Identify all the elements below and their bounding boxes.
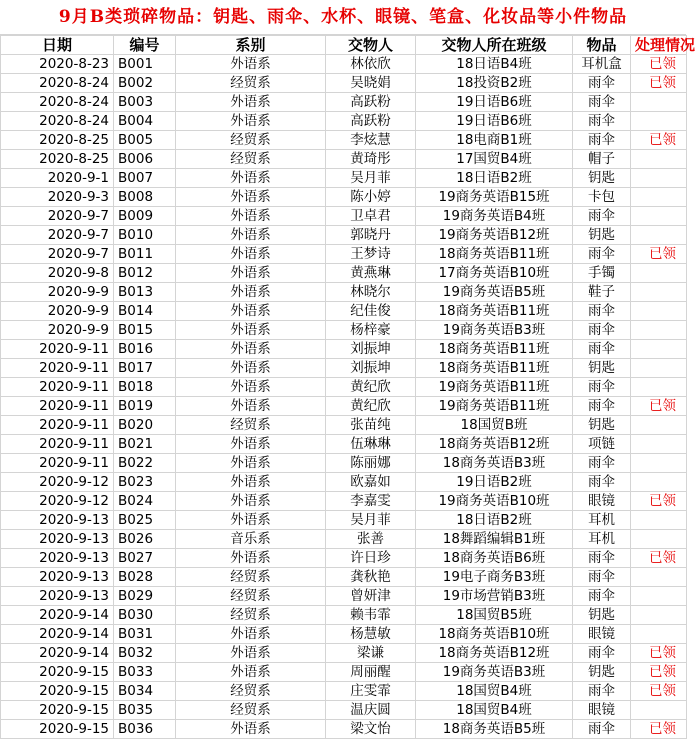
header-class[interactable]: 交物人所在班级 [416,36,573,55]
cell-submitter[interactable]: 吴月菲 [326,169,416,188]
cell-status[interactable] [631,321,687,340]
cell-item[interactable]: 雨伞 [573,587,631,606]
cell-date[interactable]: 2020-9-9 [1,283,114,302]
cell-item[interactable]: 帽子 [573,150,631,169]
cell-class[interactable]: 18国贸B班 [416,416,573,435]
cell-code[interactable]: B018 [114,378,176,397]
cell-code[interactable]: B002 [114,74,176,93]
cell-item[interactable]: 钥匙 [573,663,631,682]
table-row [1,245,687,264]
cell-date[interactable]: 2020-9-7 [1,226,114,245]
cell-submitter[interactable]: 黄纪欣 [326,397,416,416]
cell-date[interactable]: 2020-8-24 [1,93,114,112]
cell-date[interactable]: 2020-9-3 [1,188,114,207]
table-row [1,131,687,150]
table-row [1,454,687,473]
cell-department[interactable]: 经贸系 [176,568,326,587]
table-row [1,587,687,606]
cell-department[interactable]: 外语系 [176,473,326,492]
cell-date[interactable]: 2020-9-12 [1,492,114,511]
cell-class[interactable]: 18日语B2班 [416,511,573,530]
table-row [1,207,687,226]
cell-department[interactable]: 外语系 [176,663,326,682]
cell-submitter[interactable]: 高跃粉 [326,93,416,112]
table-row [1,568,687,587]
cell-code[interactable]: B006 [114,150,176,169]
cell-item[interactable]: 眼镜 [573,701,631,720]
items-table [0,35,695,739]
cell-department[interactable]: 外语系 [176,283,326,302]
cell-item[interactable]: 项链 [573,435,631,454]
cell-code[interactable]: B020 [114,416,176,435]
cell-date[interactable]: 2020-9-7 [1,207,114,226]
table-body [1,35,695,739]
table-row [1,720,687,739]
cell-code[interactable]: B034 [114,682,176,701]
cell-item[interactable]: 钥匙 [573,226,631,245]
cell-department[interactable]: 经贸系 [176,131,326,150]
cell-status[interactable]: 已领 [631,131,687,150]
table-row [1,93,687,112]
cell-submitter[interactable]: 黄纪欣 [326,378,416,397]
cell-submitter[interactable]: 高跃粉 [326,112,416,131]
cell-date[interactable]: 2020-9-13 [1,511,114,530]
cell-class[interactable]: 18电商B1班 [416,131,573,150]
cell-status[interactable]: 已领 [631,397,687,416]
cell-status[interactable]: 已领 [631,682,687,701]
cell-department[interactable]: 外语系 [176,397,326,416]
cell-date[interactable]: 2020-9-15 [1,663,114,682]
cell-status[interactable] [631,511,687,530]
cell-class[interactable]: 19商务英语B4班 [416,207,573,226]
cell-status[interactable] [631,340,687,359]
cell-item[interactable]: 雨伞 [573,720,631,739]
cell-department[interactable]: 音乐系 [176,530,326,549]
cell-department[interactable]: 外语系 [176,112,326,131]
cell-class[interactable]: 19商务英语B3班 [416,663,573,682]
cell-status[interactable] [631,378,687,397]
cell-code[interactable]: B029 [114,587,176,606]
cell-class[interactable]: 19日语B6班 [416,93,573,112]
cell-status[interactable]: 已领 [631,55,687,74]
cell-date[interactable]: 2020-9-13 [1,568,114,587]
cell-class[interactable]: 19商务英语B15班 [416,188,573,207]
cell-submitter[interactable]: 梁文怡 [326,720,416,739]
cell-class[interactable]: 18商务英语B3班 [416,454,573,473]
table-row [1,701,687,720]
cell-status[interactable] [631,473,687,492]
cell-code[interactable]: B028 [114,568,176,587]
cell-class[interactable]: 18商务英语B5班 [416,720,573,739]
cell-item[interactable]: 雨伞 [573,454,631,473]
cell-item[interactable]: 雨伞 [573,568,631,587]
cell-date[interactable]: 2020-9-13 [1,530,114,549]
cell-date[interactable]: 2020-9-9 [1,321,114,340]
cell-status[interactable] [631,587,687,606]
cell-item[interactable]: 雨伞 [573,397,631,416]
cell-submitter[interactable]: 吴晓娟 [326,74,416,93]
cell-class[interactable]: 19市场营销B3班 [416,587,573,606]
table-row [1,530,687,549]
header-item[interactable]: 物品 [573,36,631,55]
cell-code[interactable]: B024 [114,492,176,511]
cell-department[interactable]: 外语系 [176,435,326,454]
cell-status[interactable] [631,207,687,226]
cell-item[interactable]: 钥匙 [573,169,631,188]
cell-department[interactable]: 经贸系 [176,587,326,606]
cell-department[interactable]: 经贸系 [176,150,326,169]
cell-date[interactable]: 2020-9-14 [1,606,114,625]
table-row [1,663,687,682]
cell-status[interactable]: 已领 [631,245,687,264]
cell-code[interactable]: B016 [114,340,176,359]
table-row [1,150,687,169]
cell-department[interactable]: 外语系 [176,549,326,568]
cell-class[interactable]: 18商务英语B11班 [416,340,573,359]
cell-status[interactable]: 已领 [631,74,687,93]
table-row [1,302,687,321]
table-row [1,264,687,283]
cell-item[interactable]: 雨伞 [573,74,631,93]
cell-code[interactable]: B021 [114,435,176,454]
cell-date[interactable]: 2020-9-14 [1,625,114,644]
cell-item[interactable]: 雨伞 [573,549,631,568]
sheet-title: 9月B类琐碎物品：钥匙、雨伞、水杯、眼镜、笔盒、化妆品等小件物品 [0,0,686,35]
cell-status[interactable] [631,188,687,207]
cell-code[interactable]: B033 [114,663,176,682]
cell-item[interactable]: 雨伞 [573,321,631,340]
cell-department[interactable]: 外语系 [176,207,326,226]
cell-submitter[interactable]: 李嘉雯 [326,492,416,511]
cell-status[interactable] [631,264,687,283]
cell-department[interactable]: 外语系 [176,302,326,321]
cell-class[interactable]: 18国贸B4班 [416,682,573,701]
cell-submitter[interactable]: 王梦诗 [326,245,416,264]
cell-code[interactable]: B001 [114,55,176,74]
cell-department[interactable]: 外语系 [176,340,326,359]
cell-date[interactable]: 2020-8-25 [1,131,114,150]
header-status[interactable]: 处理情况 [631,36,687,55]
cell-code[interactable]: B010 [114,226,176,245]
cell-department[interactable]: 外语系 [176,511,326,530]
cell-item[interactable]: 雨伞 [573,644,631,663]
cell-class[interactable]: 18商务英语B10班 [416,625,573,644]
cell-status[interactable] [631,416,687,435]
cell-status[interactable] [631,150,687,169]
table-row [1,644,687,663]
cell-item[interactable]: 钥匙 [573,416,631,435]
cell-code[interactable]: B009 [114,207,176,226]
cell-department[interactable]: 外语系 [176,226,326,245]
cell-department[interactable]: 外语系 [176,720,326,739]
cell-submitter[interactable]: 李炫慧 [326,131,416,150]
cell-date[interactable]: 2020-9-11 [1,435,114,454]
cell-code[interactable]: B015 [114,321,176,340]
cell-class[interactable]: 18商务英语B6班 [416,549,573,568]
cell-code[interactable]: B030 [114,606,176,625]
cell-code[interactable]: B017 [114,359,176,378]
cell-date[interactable]: 2020-9-11 [1,416,114,435]
cell-class[interactable]: 19商务英语B11班 [416,397,573,416]
table-row [1,169,687,188]
cell-date[interactable]: 2020-9-14 [1,644,114,663]
cell-date[interactable]: 2020-9-11 [1,359,114,378]
cell-date[interactable]: 2020-9-11 [1,397,114,416]
cell-date[interactable]: 2020-9-11 [1,378,114,397]
cell-status[interactable] [631,169,687,188]
cell-date[interactable]: 2020-9-9 [1,302,114,321]
cell-class[interactable]: 18商务英语B12班 [416,644,573,663]
cell-submitter[interactable]: 赖韦霏 [326,606,416,625]
cell-item[interactable]: 雨伞 [573,473,631,492]
cell-department[interactable]: 经贸系 [176,682,326,701]
cell-date[interactable]: 2020-9-12 [1,473,114,492]
table-row [1,397,687,416]
cell-status[interactable]: 已领 [631,492,687,511]
cell-item[interactable]: 耳机 [573,530,631,549]
cell-department[interactable]: 经贸系 [176,606,326,625]
cell-code[interactable]: B022 [114,454,176,473]
cell-code[interactable]: B023 [114,473,176,492]
cell-submitter[interactable]: 黄琦彤 [326,150,416,169]
cell-submitter[interactable]: 周丽醒 [326,663,416,682]
cell-department[interactable]: 外语系 [176,321,326,340]
cell-submitter[interactable]: 梁谦 [326,644,416,663]
cell-code[interactable]: B026 [114,530,176,549]
cell-status[interactable] [631,93,687,112]
cell-date[interactable]: 2020-9-15 [1,682,114,701]
table-row [1,606,687,625]
cell-submitter[interactable]: 陈丽娜 [326,454,416,473]
header-submitter[interactable]: 交物人 [326,36,416,55]
cell-date[interactable]: 2020-9-1 [1,169,114,188]
cell-status[interactable] [631,435,687,454]
header-row [1,36,687,55]
header-department[interactable]: 系别 [176,36,326,55]
cell-status[interactable] [631,606,687,625]
table-row [1,226,687,245]
table-row [1,492,687,511]
table-row [1,549,687,568]
table-row [1,378,687,397]
cell-class[interactable]: 18商务英语B11班 [416,359,573,378]
cell-department[interactable]: 外语系 [176,359,326,378]
cell-submitter[interactable]: 林依欣 [326,55,416,74]
cell-item[interactable]: 雨伞 [573,682,631,701]
cell-date[interactable]: 2020-9-13 [1,587,114,606]
table-row [1,625,687,644]
cell-code[interactable]: B008 [114,188,176,207]
cell-item[interactable]: 钥匙 [573,606,631,625]
cell-code[interactable]: B025 [114,511,176,530]
cell-item[interactable]: 卡包 [573,188,631,207]
cell-code[interactable]: B004 [114,112,176,131]
cell-department[interactable]: 经贸系 [176,74,326,93]
table-row [1,321,687,340]
cell-status[interactable] [631,568,687,587]
cell-status[interactable] [631,625,687,644]
cell-class[interactable]: 19商务英语B12班 [416,226,573,245]
cell-item[interactable]: 雨伞 [573,112,631,131]
cell-submitter[interactable]: 曾妍津 [326,587,416,606]
cell-item[interactable]: 雨伞 [573,131,631,150]
cell-department[interactable]: 外语系 [176,644,326,663]
cell-department[interactable]: 外语系 [176,264,326,283]
table-row [1,340,687,359]
cell-code[interactable]: B007 [114,169,176,188]
cell-class[interactable]: 17国贸B4班 [416,150,573,169]
cell-submitter[interactable]: 刘振坤 [326,359,416,378]
cell-item[interactable]: 鞋子 [573,283,631,302]
cell-code[interactable]: B027 [114,549,176,568]
cell-date[interactable]: 2020-8-25 [1,150,114,169]
cell-code[interactable]: B014 [114,302,176,321]
cell-code[interactable]: B003 [114,93,176,112]
cell-submitter[interactable]: 张苗纯 [326,416,416,435]
cell-date[interactable]: 2020-8-24 [1,74,114,93]
cell-class[interactable]: 18舞蹈编辑B1班 [416,530,573,549]
table-row [1,55,687,74]
cell-department[interactable]: 外语系 [176,378,326,397]
cell-class[interactable]: 18商务英语B11班 [416,302,573,321]
cell-submitter[interactable]: 杨梓豪 [326,321,416,340]
cell-class[interactable]: 19商务英语B10班 [416,492,573,511]
cell-class[interactable]: 19商务英语B5班 [416,283,573,302]
cell-item[interactable]: 雨伞 [573,340,631,359]
cell-status[interactable] [631,283,687,302]
cell-status[interactable]: 已领 [631,720,687,739]
cell-item[interactable]: 雨伞 [573,207,631,226]
cell-code[interactable]: B019 [114,397,176,416]
table-row [1,511,687,530]
cell-department[interactable]: 经贸系 [176,416,326,435]
cell-status[interactable]: 已领 [631,549,687,568]
cell-class[interactable]: 19商务英语B3班 [416,321,573,340]
cell-class[interactable]: 19电子商务B3班 [416,568,573,587]
cell-status[interactable] [631,701,687,720]
cell-department[interactable]: 外语系 [176,625,326,644]
cell-status[interactable] [631,530,687,549]
cell-code[interactable]: B013 [114,283,176,302]
cell-submitter[interactable]: 龚秋艳 [326,568,416,587]
cell-submitter[interactable]: 吴月菲 [326,511,416,530]
table-row [1,435,687,454]
cell-class[interactable]: 19日语B2班 [416,473,573,492]
cell-status[interactable] [631,226,687,245]
cell-status[interactable] [631,302,687,321]
cell-date[interactable]: 2020-9-7 [1,245,114,264]
table-row [1,473,687,492]
cell-department[interactable]: 外语系 [176,492,326,511]
cell-submitter[interactable]: 郭晓丹 [326,226,416,245]
cell-submitter[interactable]: 庄雯霏 [326,682,416,701]
table-row [1,359,687,378]
cell-status[interactable] [631,359,687,378]
cell-date[interactable]: 2020-9-13 [1,549,114,568]
cell-date[interactable]: 2020-9-15 [1,720,114,739]
cell-submitter[interactable]: 刘振坤 [326,340,416,359]
cell-department[interactable]: 外语系 [176,169,326,188]
cell-submitter[interactable]: 陈小婷 [326,188,416,207]
cell-class[interactable]: 18日语B4班 [416,55,573,74]
header-date[interactable]: 日期 [1,36,114,55]
cell-submitter[interactable]: 林晓尔 [326,283,416,302]
cell-code[interactable]: B011 [114,245,176,264]
cell-item[interactable]: 雨伞 [573,245,631,264]
cell-class[interactable]: 17商务英语B10班 [416,264,573,283]
cell-submitter[interactable]: 杨慧敏 [326,625,416,644]
table-row [1,416,687,435]
cell-class[interactable]: 18国贸B4班 [416,701,573,720]
table-row [1,682,687,701]
cell-item[interactable]: 眼镜 [573,625,631,644]
cell-code[interactable]: B036 [114,720,176,739]
cell-submitter[interactable]: 纪佳俊 [326,302,416,321]
cell-class[interactable]: 18商务英语B11班 [416,245,573,264]
cell-code[interactable]: B035 [114,701,176,720]
cell-code[interactable]: B012 [114,264,176,283]
cell-department[interactable]: 经贸系 [176,701,326,720]
cell-date[interactable]: 2020-9-11 [1,340,114,359]
cell-date[interactable]: 2020-8-24 [1,112,114,131]
table-row [1,112,687,131]
cell-item[interactable]: 耳机盒 [573,55,631,74]
cell-date[interactable]: 2020-9-15 [1,701,114,720]
cell-date[interactable]: 2020-9-11 [1,454,114,473]
cell-code[interactable]: B032 [114,644,176,663]
cell-class[interactable]: 18国贸B5班 [416,606,573,625]
cell-submitter[interactable]: 欧嘉如 [326,473,416,492]
cell-submitter[interactable]: 伍琳琳 [326,435,416,454]
table-row [1,74,687,93]
cell-department[interactable]: 外语系 [176,245,326,264]
cell-item[interactable]: 耳机 [573,511,631,530]
cell-item[interactable]: 雨伞 [573,93,631,112]
cell-status[interactable]: 已领 [631,663,687,682]
cell-code[interactable]: B005 [114,131,176,150]
cell-date[interactable]: 2020-9-8 [1,264,114,283]
cell-item[interactable]: 雨伞 [573,302,631,321]
cell-class[interactable]: 19日语B6班 [416,112,573,131]
table-row [1,283,687,302]
cell-class[interactable]: 18商务英语B12班 [416,435,573,454]
cell-submitter[interactable]: 张善 [326,530,416,549]
cell-submitter[interactable]: 许日珍 [326,549,416,568]
cell-class[interactable]: 18投资B2班 [416,74,573,93]
cell-item[interactable]: 钥匙 [573,359,631,378]
cell-status[interactable] [631,454,687,473]
cell-submitter[interactable]: 温庆圆 [326,701,416,720]
cell-item[interactable]: 手镯 [573,264,631,283]
cell-status[interactable]: 已领 [631,644,687,663]
cell-class[interactable]: 18日语B2班 [416,169,573,188]
cell-item[interactable]: 雨伞 [573,378,631,397]
cell-class[interactable]: 19商务英语B11班 [416,378,573,397]
cell-department[interactable]: 外语系 [176,454,326,473]
cell-submitter[interactable]: 卫卓君 [326,207,416,226]
cell-department[interactable]: 外语系 [176,188,326,207]
cell-submitter[interactable]: 黄燕琳 [326,264,416,283]
cell-status[interactable] [631,112,687,131]
header-code[interactable]: 编号 [114,36,176,55]
table-row [1,188,687,207]
cell-department[interactable]: 外语系 [176,55,326,74]
cell-date[interactable]: 2020-8-23 [1,55,114,74]
cell-item[interactable]: 眼镜 [573,492,631,511]
cell-code[interactable]: B031 [114,625,176,644]
cell-department[interactable]: 外语系 [176,93,326,112]
